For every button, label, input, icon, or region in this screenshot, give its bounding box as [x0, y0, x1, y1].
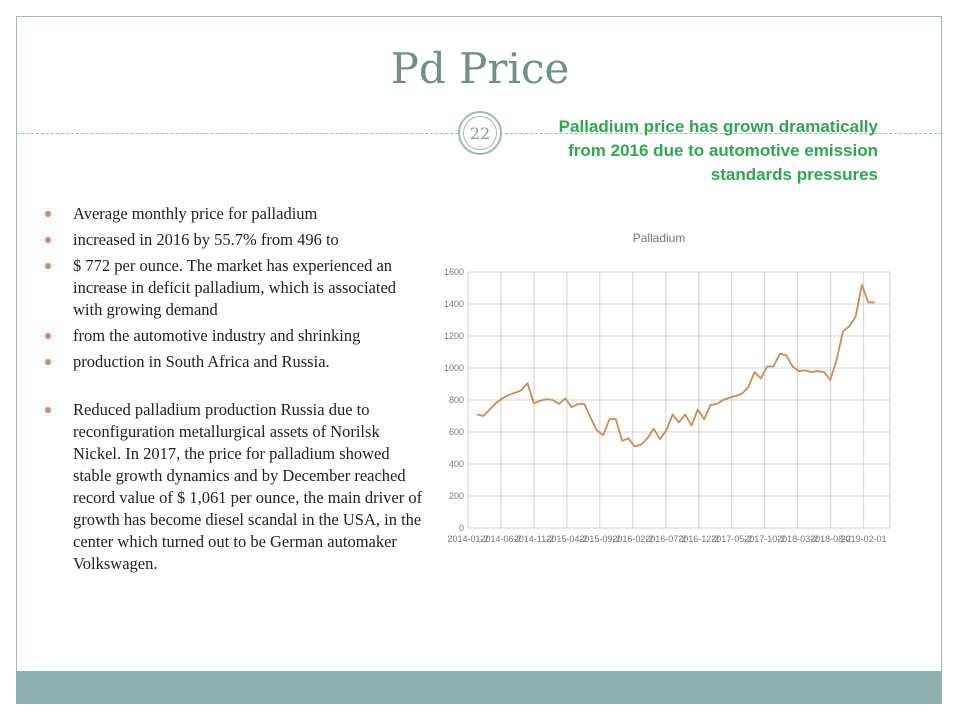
y-tick-label: 600	[448, 427, 464, 437]
x-tick-label: 2016-12-2	[678, 534, 720, 544]
bullet-item: production in South Africa and Russia.	[40, 351, 425, 373]
slide-subtitle	[500, 115, 878, 187]
slide-title: Pd Price	[390, 44, 570, 93]
x-tick-label: 2014-06-2	[480, 534, 522, 544]
palladium-price-chart	[436, 222, 900, 552]
subtitle-line: from 2016 due to automotive emission	[568, 141, 878, 160]
y-tick-label: 1600	[443, 267, 464, 277]
x-tick-label: 2018-08-2	[810, 534, 852, 544]
y-tick-label: 0	[458, 523, 464, 533]
y-tick-label: 1200	[443, 331, 464, 341]
bullet-item: increased in 2016 by 55.7% from 496 to	[40, 229, 425, 251]
subtitle-line: Palladium price has grown dramatically	[558, 117, 878, 136]
x-tick-label: 2017-05-2	[711, 534, 753, 544]
y-tick-label: 1400	[443, 299, 464, 309]
bullet-list	[40, 203, 425, 579]
x-tick-label: 2014-01-2	[447, 534, 489, 544]
bullet-item: Reduced palladium production Russia due to reconfiguration metallurgical assets of Norilsk Nickel. In 2017, the price for palladium showed stable growth dynamics and by December reached record value of $ 1,061 per ounce, the main driver of growth has become diesel scandal in the USA, in the center which turned out to be German automaker Volkswagen.	[40, 399, 425, 575]
x-tick-label: 2018-03-2	[777, 534, 819, 544]
y-tick-label: 200	[448, 491, 464, 501]
slide-number-badge: 22	[458, 111, 502, 155]
x-tick-label: 2019-02-01	[840, 534, 887, 544]
bullet-item: from the automotive industry and shrinking	[40, 325, 425, 347]
footer-bar	[16, 671, 942, 704]
x-tick-label: 2017-10-2	[744, 534, 786, 544]
y-tick-label: 400	[448, 459, 464, 469]
bullet-item: $ 772 per ounce. The market has experienced an increase in deficit palladium, which is associated with growing demand	[40, 255, 425, 321]
chart-title: Palladium	[632, 231, 686, 245]
y-tick-label: 1000	[443, 363, 464, 373]
x-tick-label: 2016-02-2	[612, 534, 654, 544]
x-tick-label: 2015-04-2	[546, 534, 588, 544]
y-tick-label: 800	[448, 395, 464, 405]
x-tick-label: 2016-07-2	[645, 534, 687, 544]
subtitle-line: standards pressures	[710, 165, 878, 184]
x-tick-label: 2014-11-2	[513, 534, 555, 544]
x-tick-label: 2015-09-2	[579, 534, 621, 544]
series-line	[477, 285, 875, 447]
bullet-item: Average monthly price for palladium	[40, 203, 425, 225]
